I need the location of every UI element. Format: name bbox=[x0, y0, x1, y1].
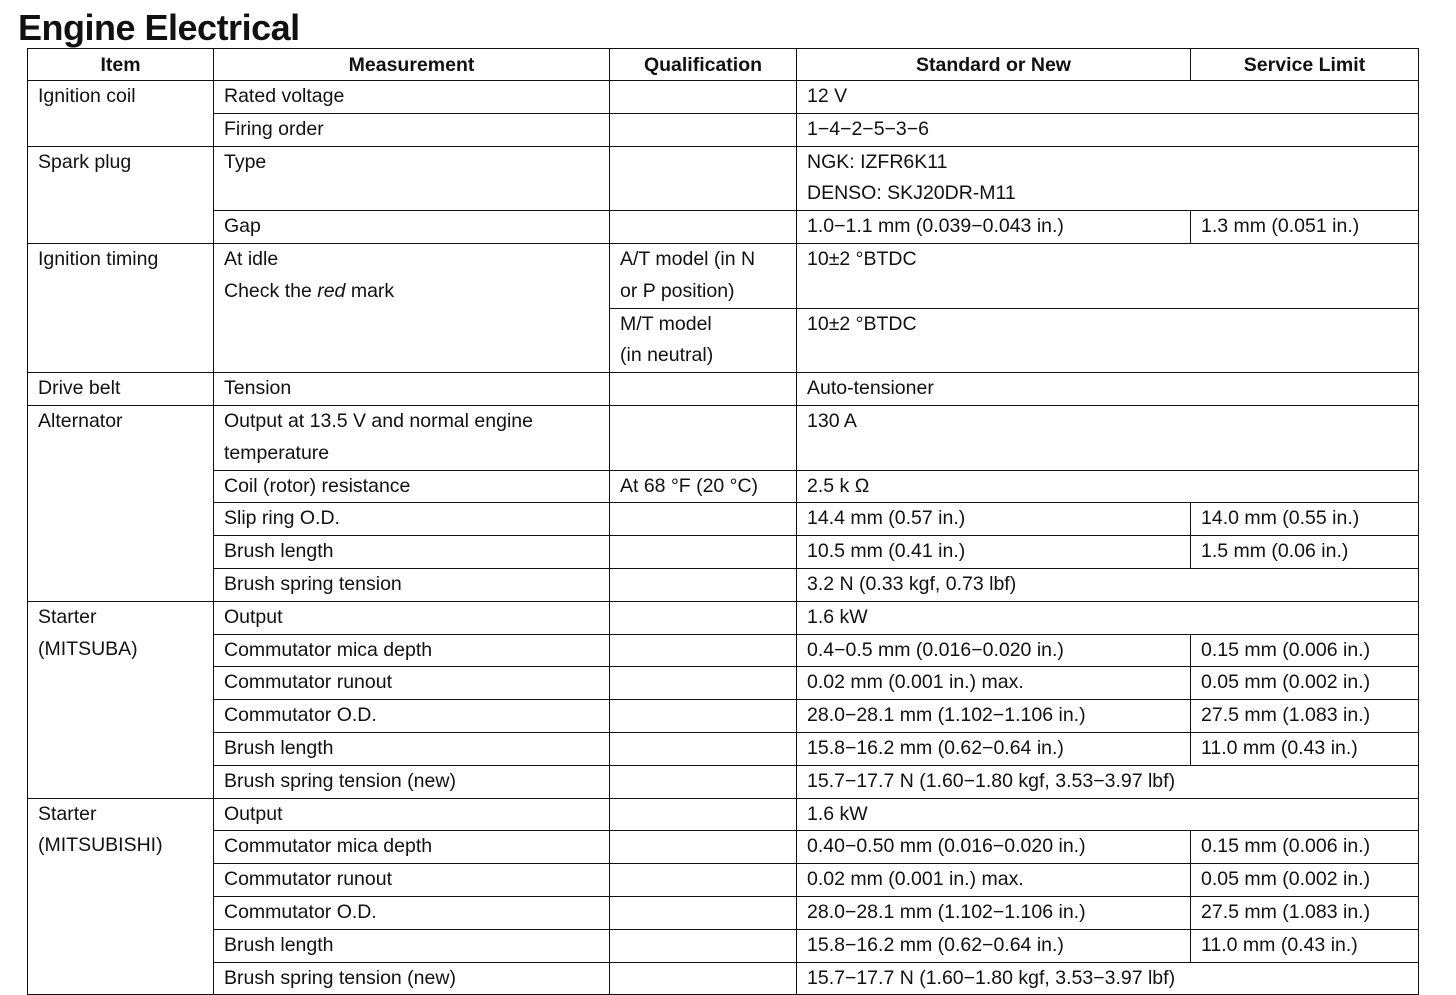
standard-cell: 0.02 mm (0.001 in.) max. bbox=[797, 864, 1191, 897]
table-row bbox=[28, 798, 1419, 831]
table-row bbox=[28, 765, 1419, 798]
standard-cell: 28.0−28.1 mm (1.102−1.106 in.) bbox=[797, 896, 1191, 929]
measurement-cell: Slip ring O.D. bbox=[214, 503, 610, 536]
measurement-line bbox=[224, 276, 599, 308]
item-cell: Ignition coil bbox=[28, 81, 214, 147]
qualification-cell bbox=[610, 831, 797, 864]
table-row bbox=[28, 81, 1419, 114]
standard-cell bbox=[797, 146, 1419, 211]
measurement-line: Output at 13.5 V and normal engine bbox=[224, 409, 533, 432]
measurement-cell: Brush spring tension (new) bbox=[214, 765, 610, 798]
qualification-cell bbox=[610, 765, 797, 798]
emphasis-text: red bbox=[317, 279, 346, 302]
standard-cell: 28.0−28.1 mm (1.102−1.106 in.) bbox=[797, 700, 1191, 733]
table-row bbox=[28, 962, 1419, 995]
limit-cell: 27.5 mm (1.083 in.) bbox=[1191, 700, 1419, 733]
qualification-cell: At 68 °F (20 °C) bbox=[610, 470, 797, 503]
qualification-cell bbox=[610, 732, 797, 765]
limit-cell: 0.05 mm (0.002 in.) bbox=[1191, 667, 1419, 700]
header-standard: Standard or New bbox=[797, 49, 1191, 81]
qualification-line: A/T model (in N bbox=[620, 247, 756, 270]
qualification-cell bbox=[610, 81, 797, 114]
limit-cell: 11.0 mm (0.43 in.) bbox=[1191, 732, 1419, 765]
measurement-cell: Rated voltage bbox=[214, 81, 610, 114]
header-measurement: Measurement bbox=[214, 49, 610, 81]
standard-line: NGK: IZFR6K11 bbox=[807, 150, 948, 173]
table-row bbox=[28, 503, 1419, 536]
table-row bbox=[28, 634, 1419, 667]
qualification-cell bbox=[610, 146, 797, 211]
qualification-cell bbox=[610, 700, 797, 733]
measurement-cell bbox=[214, 243, 610, 372]
header-item: Item bbox=[28, 49, 214, 81]
table-row bbox=[28, 568, 1419, 601]
qualification-cell bbox=[610, 864, 797, 897]
table-row bbox=[28, 601, 1419, 634]
qualification-cell bbox=[610, 601, 797, 634]
measurement-cell bbox=[214, 405, 610, 470]
measurement-cell: Commutator O.D. bbox=[214, 700, 610, 733]
table-row bbox=[28, 373, 1419, 406]
standard-cell: 1−4−2−5−3−6 bbox=[797, 113, 1419, 146]
limit-cell: 27.5 mm (1.083 in.) bbox=[1191, 896, 1419, 929]
measurement-line: At idle bbox=[224, 247, 279, 270]
qualification-cell bbox=[610, 962, 797, 995]
qualification-cell bbox=[610, 503, 797, 536]
qualification-cell bbox=[610, 308, 797, 373]
limit-cell: 0.05 mm (0.002 in.) bbox=[1191, 864, 1419, 897]
table-row bbox=[28, 113, 1419, 146]
measurement-line: temperature bbox=[224, 441, 330, 464]
table-row bbox=[28, 211, 1419, 244]
measurement-cell: Coil (rotor) resistance bbox=[214, 470, 610, 503]
measurement-cell: Type bbox=[214, 146, 610, 211]
qualification-cell bbox=[610, 568, 797, 601]
limit-cell: 1.5 mm (0.06 in.) bbox=[1191, 536, 1419, 569]
spec-table bbox=[27, 48, 1419, 995]
standard-cell: 10.5 mm (0.41 in.) bbox=[797, 536, 1191, 569]
item-cell bbox=[28, 798, 214, 995]
standard-cell: 1.6 kW bbox=[797, 601, 1419, 634]
table-row bbox=[28, 831, 1419, 864]
standard-cell: 10±2 °BTDC bbox=[797, 308, 1419, 373]
qualification-line: M/T model bbox=[620, 312, 712, 335]
standard-cell: 0.4−0.5 mm (0.016−0.020 in.) bbox=[797, 634, 1191, 667]
qualification-cell bbox=[610, 211, 797, 244]
standard-cell: 14.4 mm (0.57 in.) bbox=[797, 503, 1191, 536]
text-fragment: Check the bbox=[224, 279, 318, 302]
limit-cell: 11.0 mm (0.43 in.) bbox=[1191, 929, 1419, 962]
standard-cell: 10±2 °BTDC bbox=[797, 243, 1419, 308]
standard-cell: 15.7−17.7 N (1.60−1.80 kgf, 3.53−3.97 lbf) bbox=[797, 765, 1419, 798]
qualification-cell bbox=[610, 929, 797, 962]
item-line: (MITSUBA) bbox=[38, 637, 138, 660]
qualification-cell bbox=[610, 243, 797, 308]
table-header-row bbox=[28, 49, 1419, 81]
header-qualification: Qualification bbox=[610, 49, 797, 81]
table-row bbox=[28, 864, 1419, 897]
qualification-cell bbox=[610, 536, 797, 569]
measurement-cell: Output bbox=[214, 601, 610, 634]
measurement-cell: Commutator runout bbox=[214, 864, 610, 897]
qualification-cell bbox=[610, 667, 797, 700]
table-row bbox=[28, 896, 1419, 929]
text-fragment: mark bbox=[345, 279, 395, 302]
item-cell: Alternator bbox=[28, 405, 214, 601]
item-cell: Drive belt bbox=[28, 373, 214, 406]
qualification-cell bbox=[610, 373, 797, 406]
standard-cell: 0.40−0.50 mm (0.016−0.020 in.) bbox=[797, 831, 1191, 864]
header-service-limit: Service Limit bbox=[1191, 49, 1419, 81]
measurement-cell: Firing order bbox=[214, 113, 610, 146]
qualification-cell bbox=[610, 896, 797, 929]
table-row bbox=[28, 470, 1419, 503]
measurement-cell: Commutator mica depth bbox=[214, 634, 610, 667]
item-cell: Spark plug bbox=[28, 146, 214, 243]
item-cell: Ignition timing bbox=[28, 243, 214, 372]
standard-cell: 12 V bbox=[797, 81, 1419, 114]
qualification-cell bbox=[610, 634, 797, 667]
table-row bbox=[28, 929, 1419, 962]
measurement-cell: Brush length bbox=[214, 929, 610, 962]
measurement-cell: Brush length bbox=[214, 536, 610, 569]
measurement-cell: Commutator O.D. bbox=[214, 896, 610, 929]
standard-cell: 15.8−16.2 mm (0.62−0.64 in.) bbox=[797, 732, 1191, 765]
qualification-line: (in neutral) bbox=[620, 344, 714, 367]
standard-cell: Auto-tensioner bbox=[797, 373, 1419, 406]
limit-cell: 14.0 mm (0.55 in.) bbox=[1191, 503, 1419, 536]
standard-cell: 15.7−17.7 N (1.60−1.80 kgf, 3.53−3.97 lbf) bbox=[797, 962, 1419, 995]
standard-cell: 0.02 mm (0.001 in.) max. bbox=[797, 667, 1191, 700]
standard-cell: 15.8−16.2 mm (0.62−0.64 in.) bbox=[797, 929, 1191, 962]
standard-cell: 130 A bbox=[797, 405, 1419, 470]
limit-cell: 0.15 mm (0.006 in.) bbox=[1191, 634, 1419, 667]
qualification-cell bbox=[610, 405, 797, 470]
limit-cell: 1.3 mm (0.051 in.) bbox=[1191, 211, 1419, 244]
item-line: Starter bbox=[38, 605, 97, 628]
measurement-cell: Gap bbox=[214, 211, 610, 244]
measurement-cell: Brush length bbox=[214, 732, 610, 765]
standard-cell: 1.6 kW bbox=[797, 798, 1419, 831]
standard-cell: 2.5 k Ω bbox=[797, 470, 1419, 503]
measurement-cell: Brush spring tension bbox=[214, 568, 610, 601]
table-row bbox=[28, 146, 1419, 211]
table-row bbox=[28, 700, 1419, 733]
measurement-cell: Output bbox=[214, 798, 610, 831]
qualification-line: or P position) bbox=[620, 279, 735, 302]
standard-cell: 1.0−1.1 mm (0.039−0.043 in.) bbox=[797, 211, 1191, 244]
table-row bbox=[28, 667, 1419, 700]
standard-line: DENSO: SKJ20DR-M11 bbox=[807, 182, 1016, 205]
qualification-cell bbox=[610, 113, 797, 146]
measurement-cell: Tension bbox=[214, 373, 610, 406]
measurement-cell: Commutator mica depth bbox=[214, 831, 610, 864]
item-line: (MITSUBISHI) bbox=[38, 834, 163, 857]
measurement-cell: Brush spring tension (new) bbox=[214, 962, 610, 995]
measurement-cell: Commutator runout bbox=[214, 667, 610, 700]
table-row bbox=[28, 536, 1419, 569]
item-line: Starter bbox=[38, 802, 97, 825]
item-cell bbox=[28, 601, 214, 798]
table-row bbox=[28, 405, 1419, 470]
page-title: Engine Electrical bbox=[18, 7, 300, 48]
standard-cell: 3.2 N (0.33 kgf, 0.73 lbf) bbox=[797, 568, 1419, 601]
qualification-cell bbox=[610, 798, 797, 831]
table-row bbox=[28, 732, 1419, 765]
limit-cell: 0.15 mm (0.006 in.) bbox=[1191, 831, 1419, 864]
table-row bbox=[28, 243, 1419, 308]
